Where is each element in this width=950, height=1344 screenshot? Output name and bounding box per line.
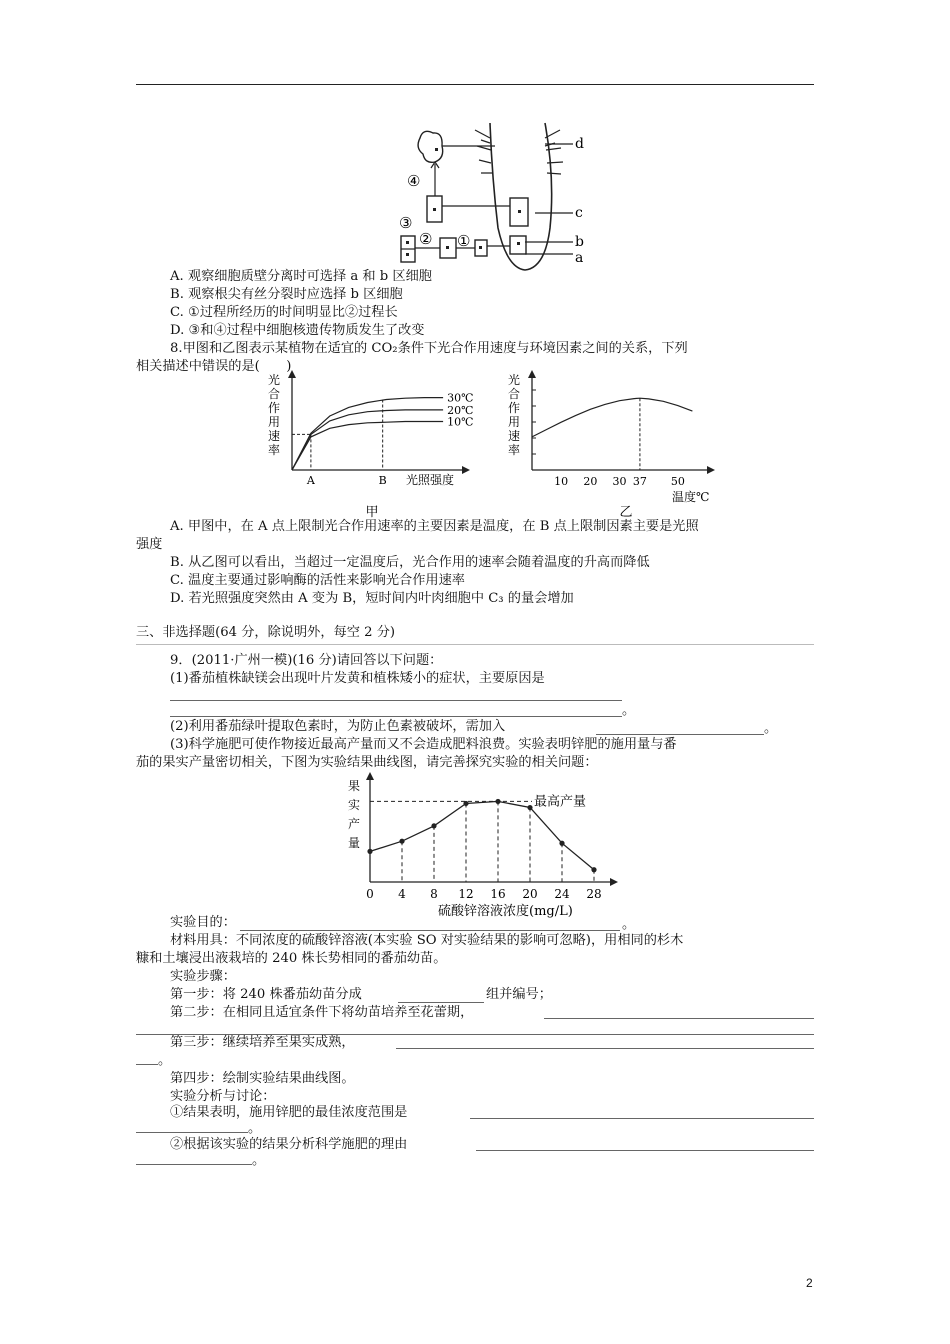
yi-ylabel-char: 作 [507, 401, 521, 415]
zinc-series-line [370, 801, 594, 869]
y-axis-arrow [528, 370, 536, 378]
zinc-x-tick-label: 16 [490, 887, 506, 901]
q9-p1-blank-1[interactable] [170, 700, 622, 701]
q9-a2-blank-1[interactable] [476, 1150, 814, 1151]
q7-option-b: B. 观察根尖有丝分裂时应选择 b 区细胞 [170, 287, 403, 302]
yi-ylabel-char: 用 [507, 415, 521, 429]
q9-step4: 第四步：绘制实验结果曲线图。 [170, 1071, 355, 1086]
yi-ylabel-char: 光 [507, 373, 521, 387]
x-axis-arrow [707, 466, 715, 474]
zinc-data-point [367, 849, 372, 854]
yi-xlabel: 温度℃ [672, 490, 710, 504]
jia-series-line [292, 410, 443, 470]
q9-step3-end: 。 [158, 1053, 172, 1068]
q8-stem-line1: 8.甲图和乙图表示某植物在适宜的 CO₂条件下光合作用速度与环境因素之间的关系，下列 [170, 341, 688, 356]
q9-step3-blank-1[interactable] [396, 1048, 814, 1049]
q9-a1-blank-2[interactable] [136, 1132, 248, 1133]
q9-p1-blank-2[interactable] [170, 716, 622, 717]
yi-series-line [532, 398, 692, 437]
root-hairs-left [475, 130, 492, 173]
jia-series-line [292, 398, 443, 470]
q9-purpose-end: 。 [622, 917, 636, 932]
q9-part3-line2: 茄的果实产量密切相关，下图为实验结果曲线图，请完善探究实验的相关问题： [136, 755, 598, 770]
q9-step1-a: 第一步：将 240 株番茄幼苗分成 [170, 987, 362, 1002]
zinc-data-point [399, 839, 404, 844]
q9-materials-line1: 材料用具：不同浓度的硫酸锌溶液(本实验 SO 对实验结果的影响可忽略)，用相同的杉木 [170, 933, 684, 948]
yi-x-tick-label: 37 [632, 475, 647, 488]
q9-a2-blank-2[interactable] [136, 1164, 252, 1165]
zinc-ylabel-char: 量 [347, 836, 361, 850]
zinc-data-point [559, 841, 564, 846]
q9-analysis-1: ①结果表明，施用锌肥的最佳浓度范围是 [170, 1105, 408, 1120]
zinc-x-tick-label: 28 [586, 887, 602, 901]
zinc-x-tick-label: 12 [458, 887, 474, 901]
jia-ylabel-char: 速 [267, 429, 281, 443]
q8-option-a: A. 甲图中，在 A 点上限制光合作用速率的主要因素是温度，在 B 点上限制因素主要是光照 [170, 519, 699, 534]
zinc-x-tick-label: 8 [430, 887, 438, 901]
root-tip-diagram [395, 118, 595, 273]
zinc-data-point [463, 801, 468, 806]
mature-cell [418, 131, 443, 162]
y-axis-arrow [366, 772, 374, 780]
q7-option-a: A. 观察细胞质壁分离时可选择 a 和 b 区细胞 [170, 269, 432, 284]
jia-ylabel-char: 合 [267, 387, 281, 401]
jia-ylabel-char: 光 [267, 373, 281, 387]
q9-steps-title: 实验步骤： [170, 969, 236, 984]
q8-option-a-cont: 强度 [136, 537, 163, 552]
jia-series-label: 30℃ [447, 391, 474, 405]
q9-step1-blank[interactable] [398, 1002, 484, 1003]
label-3: ③ [399, 214, 413, 232]
q9-stem: 9．(2011·广州一模)(16 分)请回答以下问题： [170, 653, 443, 668]
label-a: a [575, 250, 584, 266]
zinc-ylabel-char: 果 [347, 779, 361, 793]
q9-purpose: 实验目的： [170, 915, 236, 930]
q9-purpose-blank[interactable] [240, 930, 620, 931]
q9-step3: 第三步：继续培养至果实成熟， [170, 1035, 355, 1050]
label-2: ② [419, 230, 433, 248]
zinc-x-tick-label: 24 [554, 887, 570, 901]
q9-analysis-2: ②根据该实验的结果分析科学施肥的理由 [170, 1137, 408, 1152]
x-axis-arrow [462, 466, 470, 474]
zinc-data-point [591, 867, 596, 872]
q9-step3-blank-2[interactable] [136, 1064, 158, 1065]
root-outline [490, 123, 552, 270]
yi-x-tick-label: 10 [554, 475, 569, 488]
jia-marker-b: B [378, 474, 387, 487]
chart-zinc [340, 772, 660, 920]
y-axis-arrow [288, 370, 296, 378]
zinc-data-point [527, 805, 532, 810]
q9-p2-blank[interactable] [596, 734, 764, 735]
zinc-x-tick-label: 0 [366, 887, 374, 901]
label-b: b [575, 234, 584, 250]
jia-series-label: 10℃ [447, 415, 474, 429]
q9-a1-end: 。 [248, 1121, 262, 1136]
yi-ylabel-char: 率 [507, 443, 521, 457]
q9-p1-end: 。 [622, 703, 636, 718]
chart-jia [262, 370, 482, 520]
q8-option-c: C. 温度主要通过影响酶的活性来影响光合作用速率 [170, 573, 465, 588]
q9-part3-line1: (3)科学施肥可使作物接近最高产量而又不会造成肥料浪费。实验表明锌肥的施用量与番 [170, 737, 677, 752]
yi-x-tick-label: 30 [612, 475, 627, 488]
jia-ylabel-char: 用 [267, 415, 281, 429]
q9-materials-line2: 糠和土壤浸出液栽培的 240 株长势相同的番茄幼苗。 [136, 951, 447, 966]
q9-p2-end: 。 [764, 721, 778, 736]
yi-title: 乙 [619, 505, 633, 520]
jia-series-label: 20℃ [447, 403, 474, 417]
zinc-peak-label: 最高产量 [534, 794, 587, 810]
zinc-data-point [495, 799, 500, 804]
label-1: ① [457, 232, 471, 250]
jia-ylabel-char: 作 [267, 401, 281, 415]
q7-option-d: D. ③和④过程中细胞核遗传物质发生了改变 [170, 323, 425, 338]
chart-yi [502, 370, 732, 520]
jia-series-line [292, 422, 443, 471]
jia-marker-a: A [306, 474, 315, 487]
q9-part2: (2)利用番茄绿叶提取色素时，为防止色素被破坏，需加入 [170, 719, 506, 734]
zinc-xlabel: 硫酸锌溶液浓度(mg/L) [438, 904, 573, 919]
label-4: ④ [407, 172, 421, 190]
section-rule [136, 644, 814, 645]
zinc-ylabel-char: 产 [347, 817, 361, 831]
jia-ylabel-char: 率 [267, 443, 281, 457]
header-rule [136, 84, 814, 85]
q8-option-d: D. 若光照强度突然由 A 变为 B，短时间内叶肉细胞中 C₃ 的量会增加 [170, 591, 574, 606]
x-axis-arrow [610, 878, 618, 886]
q8-stem-line2: 相关描述中错误的是( ) [136, 359, 292, 374]
yi-ylabel-char: 速 [507, 429, 521, 443]
zinc-ylabel-char: 实 [347, 798, 361, 812]
q9-part1: (1)番茄植株缺镁会出现叶片发黄和植株矮小的症状，主要原因是 [170, 671, 545, 686]
jia-xlabel: 光照强度 [406, 473, 455, 487]
q9-analysis-title: 实验分析与讨论： [170, 1089, 276, 1104]
q7-option-c: C. ①过程所经历的时间明显比②过程长 [170, 305, 398, 320]
q9-step2-blank-1[interactable] [544, 1018, 814, 1019]
q9-step1-b: 组并编号； [486, 987, 552, 1002]
zinc-x-tick-label: 4 [398, 887, 406, 901]
section3-title: 三、非选择题(64 分，除说明外，每空 2 分) [136, 625, 396, 640]
yi-x-tick-label: 20 [583, 475, 598, 488]
jia-title: 甲 [365, 505, 379, 520]
root-hairs-right [545, 130, 563, 174]
label-d: d [575, 136, 584, 152]
label-c: c [575, 205, 583, 221]
yi-ylabel-char: 合 [507, 387, 521, 401]
q8-option-b: B. 从乙图可以看出，当超过一定温度后，光合作用的速率会随着温度的升高而降低 [170, 555, 650, 570]
zinc-x-tick-label: 20 [522, 887, 538, 901]
yi-x-tick-label: 50 [670, 475, 685, 488]
q9-a1-blank-1[interactable] [470, 1118, 814, 1119]
q9-step2: 第二步：在相同且适宜条件下将幼苗培养至花蕾期， [170, 1005, 474, 1020]
page-number: 2 [806, 1276, 813, 1290]
q9-a2-end: 。 [252, 1153, 266, 1168]
zinc-data-point [431, 823, 436, 828]
